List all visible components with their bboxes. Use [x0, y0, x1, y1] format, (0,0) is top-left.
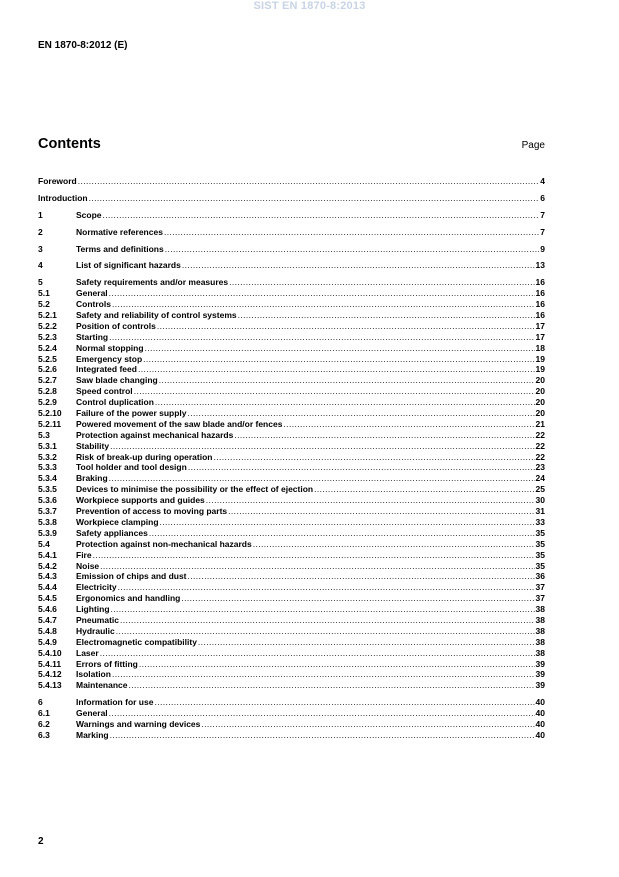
- toc-entry-number: 5.3.1: [38, 440, 57, 451]
- toc-entry-page: 7: [540, 226, 545, 237]
- toc-entry-page: 38: [535, 604, 545, 615]
- toc-entry-number: 5.2.1: [38, 310, 57, 321]
- toc-entry-title: Isolation: [76, 669, 111, 680]
- toc-entry-number: 5.2.9: [38, 397, 57, 408]
- toc-entry-number: 5.4.12: [38, 669, 62, 680]
- toc-entry-number: 5.3.9: [38, 527, 57, 538]
- toc-entry-title: Tool holder and tool design: [76, 462, 187, 473]
- toc-entry[interactable]: [38, 708, 545, 719]
- toc-entry[interactable]: [38, 462, 545, 473]
- toc-entry-page: 33: [535, 516, 545, 527]
- watermark: SIST EN 1870-8:2013: [253, 0, 366, 12]
- toc-dot-leader: [157, 321, 535, 332]
- toc-entry[interactable]: [38, 321, 545, 332]
- toc-entry-title: Introduction: [38, 192, 88, 203]
- toc-entry-page: 4: [540, 176, 545, 186]
- toc-entry-page: 37: [535, 593, 545, 604]
- toc-entry-number: 5.3.4: [38, 473, 57, 484]
- toc-entry-page: 18: [535, 342, 545, 353]
- table-of-contents: [38, 176, 545, 741]
- toc-entry[interactable]: [38, 310, 545, 321]
- toc-entry-number: 6.2: [38, 718, 50, 729]
- toc-dot-leader: [154, 697, 534, 708]
- toc-dot-leader: [213, 452, 534, 463]
- toc-entry-title: Workpiece clamping: [76, 516, 159, 527]
- toc-entry[interactable]: [38, 626, 545, 637]
- toc-dot-leader: [188, 571, 535, 582]
- toc-dot-leader: [228, 506, 534, 517]
- toc-dot-leader: [149, 528, 535, 539]
- toc-entry-number: 5.4.9: [38, 636, 57, 647]
- toc-entry-page: 25: [535, 484, 545, 495]
- toc-dot-leader: [206, 495, 535, 506]
- toc-entry-title: Fire: [76, 549, 92, 560]
- toc-entry-number: 5.3.7: [38, 506, 57, 517]
- toc-dot-leader: [160, 517, 535, 528]
- toc-entry-number: 5.2.11: [38, 418, 62, 429]
- toc-entry-page: 9: [540, 243, 545, 254]
- toc-entry[interactable]: [38, 637, 545, 648]
- toc-dot-leader: [201, 719, 534, 730]
- toc-entry-number: 5.4.3: [38, 571, 57, 582]
- toc-entry-title: Electricity: [76, 582, 117, 593]
- toc-entry-title: Foreword: [38, 176, 77, 186]
- toc-entry-number: 5: [38, 277, 43, 288]
- toc-entry[interactable]: [38, 593, 545, 604]
- toc-entry[interactable]: [38, 260, 545, 271]
- toc-entry-number: 5.2: [38, 299, 50, 310]
- toc-entry-number: 6.1: [38, 708, 50, 719]
- toc-dot-leader: [112, 299, 535, 310]
- toc-dot-leader: [134, 386, 535, 397]
- toc-entry-page: 40: [535, 718, 545, 729]
- toc-entry[interactable]: [38, 571, 545, 582]
- toc-entry-page: 17: [535, 331, 545, 342]
- toc-dot-leader: [103, 210, 540, 221]
- toc-entry-title: Powered movement of the saw blade and/or fences: [76, 418, 283, 429]
- toc-entry-title: Saw blade changing: [76, 375, 158, 386]
- toc-entry-title: Warnings and warning devices: [76, 718, 201, 729]
- toc-entry-title: Normal stopping: [76, 342, 144, 353]
- toc-dot-leader: [111, 604, 535, 615]
- toc-dot-leader: [100, 648, 535, 659]
- toc-dot-leader: [181, 593, 534, 604]
- toc-entry-number: 6: [38, 697, 43, 708]
- toc-entry-title: Emission of chips and dust: [76, 571, 187, 582]
- toc-entry[interactable]: [38, 193, 545, 204]
- toc-entry-number: 3: [38, 243, 43, 254]
- toc-entry-page: 16: [535, 310, 545, 321]
- toc-entry-title: Information for use: [76, 697, 154, 708]
- toc-entry-title: Risk of break-up during operation: [76, 451, 213, 462]
- toc-dot-leader: [188, 462, 535, 473]
- toc-entry-title: Safety requirements and/or measures: [76, 277, 229, 288]
- toc-entry-page: 35: [535, 549, 545, 560]
- toc-entry[interactable]: [38, 419, 545, 430]
- toc-entry-title: Maintenance: [76, 680, 128, 691]
- toc-entry-number: 1: [38, 209, 43, 220]
- toc-entry-number: 5.4.5: [38, 593, 57, 604]
- toc-dot-leader: [253, 539, 535, 550]
- toc-entry-number: 6.3: [38, 729, 50, 740]
- toc-entry-title: General: [76, 288, 108, 299]
- toc-dot-leader: [138, 364, 535, 375]
- toc-entry-page: 19: [535, 353, 545, 364]
- toc-entry-number: 4: [38, 260, 43, 271]
- toc-entry[interactable]: [38, 354, 545, 365]
- toc-entry-number: 5.4.13: [38, 680, 62, 691]
- toc-dot-leader: [110, 441, 534, 452]
- toc-dot-leader: [182, 260, 535, 271]
- toc-entry-number: 5.2.2: [38, 320, 57, 331]
- toc-entry-title: Laser: [76, 647, 99, 658]
- toc-entry[interactable]: [38, 582, 545, 593]
- toc-dot-leader: [110, 730, 535, 741]
- page-number: 2: [38, 836, 44, 847]
- toc-entry-page: 23: [535, 462, 545, 473]
- toc-entry-title: Devices to minimise the possibility or the effect of ejection: [76, 484, 314, 495]
- toc-entry-number: 5.2.7: [38, 375, 57, 386]
- toc-entry-title: Terms and definitions: [76, 243, 164, 254]
- toc-entry-number: 5.4.2: [38, 560, 57, 571]
- toc-entry[interactable]: [38, 441, 545, 452]
- toc-entry[interactable]: [38, 375, 545, 386]
- toc-entry[interactable]: [38, 697, 545, 708]
- toc-entry-title: Braking: [76, 473, 108, 484]
- toc-entry-number: 5.3.5: [38, 484, 57, 495]
- toc-dot-leader: [109, 332, 534, 343]
- toc-entry-page: 22: [535, 451, 545, 462]
- toc-entry-page: 20: [535, 397, 545, 408]
- toc-dot-leader: [229, 277, 534, 288]
- toc-entry-page: 36: [535, 571, 545, 582]
- toc-entry-number: 2: [38, 226, 43, 237]
- toc-entry[interactable]: [38, 430, 545, 441]
- toc-entry-page: 38: [535, 647, 545, 658]
- toc-entry-page: 22: [535, 440, 545, 451]
- toc-entry-number: 5.3: [38, 429, 50, 440]
- toc-entry[interactable]: [38, 343, 545, 354]
- toc-entry[interactable]: [38, 517, 545, 528]
- toc-entry-page: 38: [535, 614, 545, 625]
- toc-dot-leader: [109, 708, 535, 719]
- toc-dot-leader: [314, 484, 534, 495]
- toc-entry[interactable]: [38, 648, 545, 659]
- toc-entry-page: 35: [535, 560, 545, 571]
- toc-entry-page: 20: [535, 408, 545, 419]
- toc-dot-leader: [118, 582, 535, 593]
- toc-entry-page: 22: [535, 429, 545, 440]
- toc-entry-title: Pneumatic: [76, 614, 119, 625]
- toc-entry-page: 13: [535, 260, 545, 271]
- toc-entry-page: 20: [535, 375, 545, 386]
- toc-entry[interactable]: [38, 506, 545, 517]
- toc-entry-page: 40: [535, 708, 545, 719]
- toc-entry-number: 5.4.6: [38, 604, 57, 615]
- toc-entry[interactable]: [38, 495, 545, 506]
- toc-entry-page: 35: [535, 538, 545, 549]
- toc-entry-page: 38: [535, 636, 545, 647]
- toc-entry-title: List of significant hazards: [76, 260, 181, 271]
- toc-entry[interactable]: [38, 176, 545, 187]
- toc-entry-page: 21: [535, 418, 545, 429]
- toc-entry-title: Safety and reliability of control systems: [76, 310, 237, 321]
- toc-dot-leader: [120, 615, 535, 626]
- toc-dot-leader: [89, 193, 540, 204]
- toc-entry-number: 5.2.3: [38, 331, 57, 342]
- toc-entry-page: 39: [535, 680, 545, 691]
- toc-entry-page: 39: [535, 669, 545, 680]
- toc-entry[interactable]: [38, 386, 545, 397]
- toc-entry-title: Integrated feed: [76, 364, 137, 375]
- toc-entry[interactable]: [38, 730, 545, 741]
- toc-entry-number: 5.4.7: [38, 614, 57, 625]
- toc-entry[interactable]: [38, 244, 545, 255]
- toc-entry-title: Emergency stop: [76, 353, 143, 364]
- toc-dot-leader: [109, 473, 535, 484]
- toc-entry[interactable]: [38, 539, 545, 550]
- toc-entry-title: Position of controls: [76, 320, 156, 331]
- toc-entry-title: Control duplication: [76, 397, 154, 408]
- toc-entry-number: 5.2.5: [38, 353, 57, 364]
- toc-entry[interactable]: [38, 452, 545, 463]
- toc-entry-title: Stability: [76, 440, 110, 451]
- toc-entry[interactable]: [38, 408, 545, 419]
- toc-entry-title: Failure of the power supply: [76, 408, 187, 419]
- toc-entry-number: 5.4.1: [38, 549, 57, 560]
- toc-entry-title: Protection against non-mechanical hazards: [76, 538, 252, 549]
- toc-entry-page: 39: [535, 658, 545, 669]
- toc-entry-title: Scope: [76, 209, 102, 220]
- toc-entry-number: 5.4.4: [38, 582, 57, 593]
- toc-entry-title: Normative references: [76, 226, 163, 237]
- toc-entry-page: 20: [535, 386, 545, 397]
- toc-dot-leader: [198, 637, 535, 648]
- toc-entry-number: 5.4.10: [38, 647, 62, 658]
- toc-entry-page: 40: [535, 697, 545, 708]
- toc-entry[interactable]: [38, 719, 545, 730]
- toc-entry[interactable]: [38, 680, 545, 691]
- toc-entry-title: Marking: [76, 729, 109, 740]
- toc-entry-number: 5.2.10: [38, 408, 62, 419]
- toc-entry-page: 35: [535, 527, 545, 538]
- toc-dot-leader: [164, 227, 539, 238]
- toc-entry-title: Protection against mechanical hazards: [76, 429, 234, 440]
- toc-entry-number: 5.3.8: [38, 516, 57, 527]
- toc-dot-leader: [188, 408, 535, 419]
- toc-dot-leader: [139, 659, 535, 670]
- toc-entry-page: 24: [535, 473, 545, 484]
- toc-entry[interactable]: [38, 332, 545, 343]
- toc-dot-leader: [145, 343, 535, 354]
- toc-entry-number: 5.4: [38, 538, 50, 549]
- toc-entry-title: Speed control: [76, 386, 133, 397]
- toc-dot-leader: [109, 288, 535, 299]
- toc-entry[interactable]: [38, 550, 545, 561]
- toc-entry-title: Electromagnetic compatibility: [76, 636, 197, 647]
- toc-entry[interactable]: [38, 364, 545, 375]
- toc-entry[interactable]: [38, 473, 545, 484]
- document-id: EN 1870-8:2012 (E): [38, 40, 128, 51]
- toc-dot-leader: [78, 176, 540, 187]
- toc-entry-title: Safety appliances: [76, 527, 148, 538]
- toc-entry-title: Hydraulic: [76, 625, 115, 636]
- toc-entry-page: 16: [535, 299, 545, 310]
- toc-dot-leader: [165, 244, 540, 255]
- toc-entry-page: 38: [535, 625, 545, 636]
- toc-entry[interactable]: [38, 288, 545, 299]
- toc-entry[interactable]: [38, 484, 545, 495]
- toc-entry-title: Lighting: [76, 604, 110, 615]
- toc-entry-title: Errors of fitting: [76, 658, 138, 669]
- toc-entry-title: Workpiece supports and guides: [76, 495, 205, 506]
- toc-entry-page: 37: [535, 582, 545, 593]
- page-column-label: Page: [521, 140, 545, 151]
- toc-dot-leader: [129, 680, 535, 691]
- toc-entry-number: 5.3.2: [38, 451, 57, 462]
- toc-entry-number: 5.3.3: [38, 462, 57, 473]
- toc-entry-number: 5.3.6: [38, 495, 57, 506]
- toc-entry-number: 5.1: [38, 288, 50, 299]
- toc-dot-leader: [159, 375, 535, 386]
- toc-dot-leader: [116, 626, 535, 637]
- toc-entry-title: Noise: [76, 560, 100, 571]
- toc-entry-title: Starting: [76, 331, 109, 342]
- toc-dot-leader: [234, 430, 534, 441]
- toc-entry-page: 7: [540, 209, 545, 220]
- toc-entry[interactable]: [38, 277, 545, 288]
- toc-dot-leader: [155, 397, 535, 408]
- toc-entry-page: 6: [540, 192, 545, 203]
- toc-entry-number: 5.2.6: [38, 364, 57, 375]
- toc-entry-page: 16: [535, 277, 545, 288]
- toc-dot-leader: [112, 669, 535, 680]
- toc-entry-page: 30: [535, 495, 545, 506]
- toc-entry-number: 5.2.8: [38, 386, 57, 397]
- toc-entry[interactable]: [38, 227, 545, 238]
- toc-entry-title: Prevention of access to moving parts: [76, 506, 228, 517]
- toc-entry[interactable]: [38, 659, 545, 670]
- toc-entry[interactable]: [38, 669, 545, 680]
- toc-dot-leader: [283, 419, 534, 430]
- toc-entry[interactable]: [38, 604, 545, 615]
- toc-entry-number: 5.2.4: [38, 342, 57, 353]
- toc-dot-leader: [238, 310, 535, 321]
- page-title: Contents: [38, 136, 101, 152]
- toc-entry-page: 40: [535, 729, 545, 740]
- toc-entry[interactable]: [38, 397, 545, 408]
- toc-entry-page: 17: [535, 320, 545, 331]
- toc-entry[interactable]: [38, 561, 545, 572]
- toc-dot-leader: [143, 354, 534, 365]
- toc-dot-leader: [100, 561, 534, 572]
- toc-entry-page: 19: [535, 364, 545, 375]
- toc-entry-title: Ergonomics and handling: [76, 593, 181, 604]
- toc-dot-leader: [93, 550, 535, 561]
- toc-entry[interactable]: [38, 299, 545, 310]
- toc-entry-number: 5.4.8: [38, 625, 57, 636]
- toc-entry[interactable]: [38, 528, 545, 539]
- toc-entry-title: Controls: [76, 299, 111, 310]
- toc-entry[interactable]: [38, 210, 545, 221]
- toc-entry-number: 5.4.11: [38, 658, 62, 669]
- toc-entry-page: 31: [535, 506, 545, 517]
- toc-entry-page: 16: [535, 288, 545, 299]
- toc-entry-title: General: [76, 708, 108, 719]
- toc-entry[interactable]: [38, 615, 545, 626]
